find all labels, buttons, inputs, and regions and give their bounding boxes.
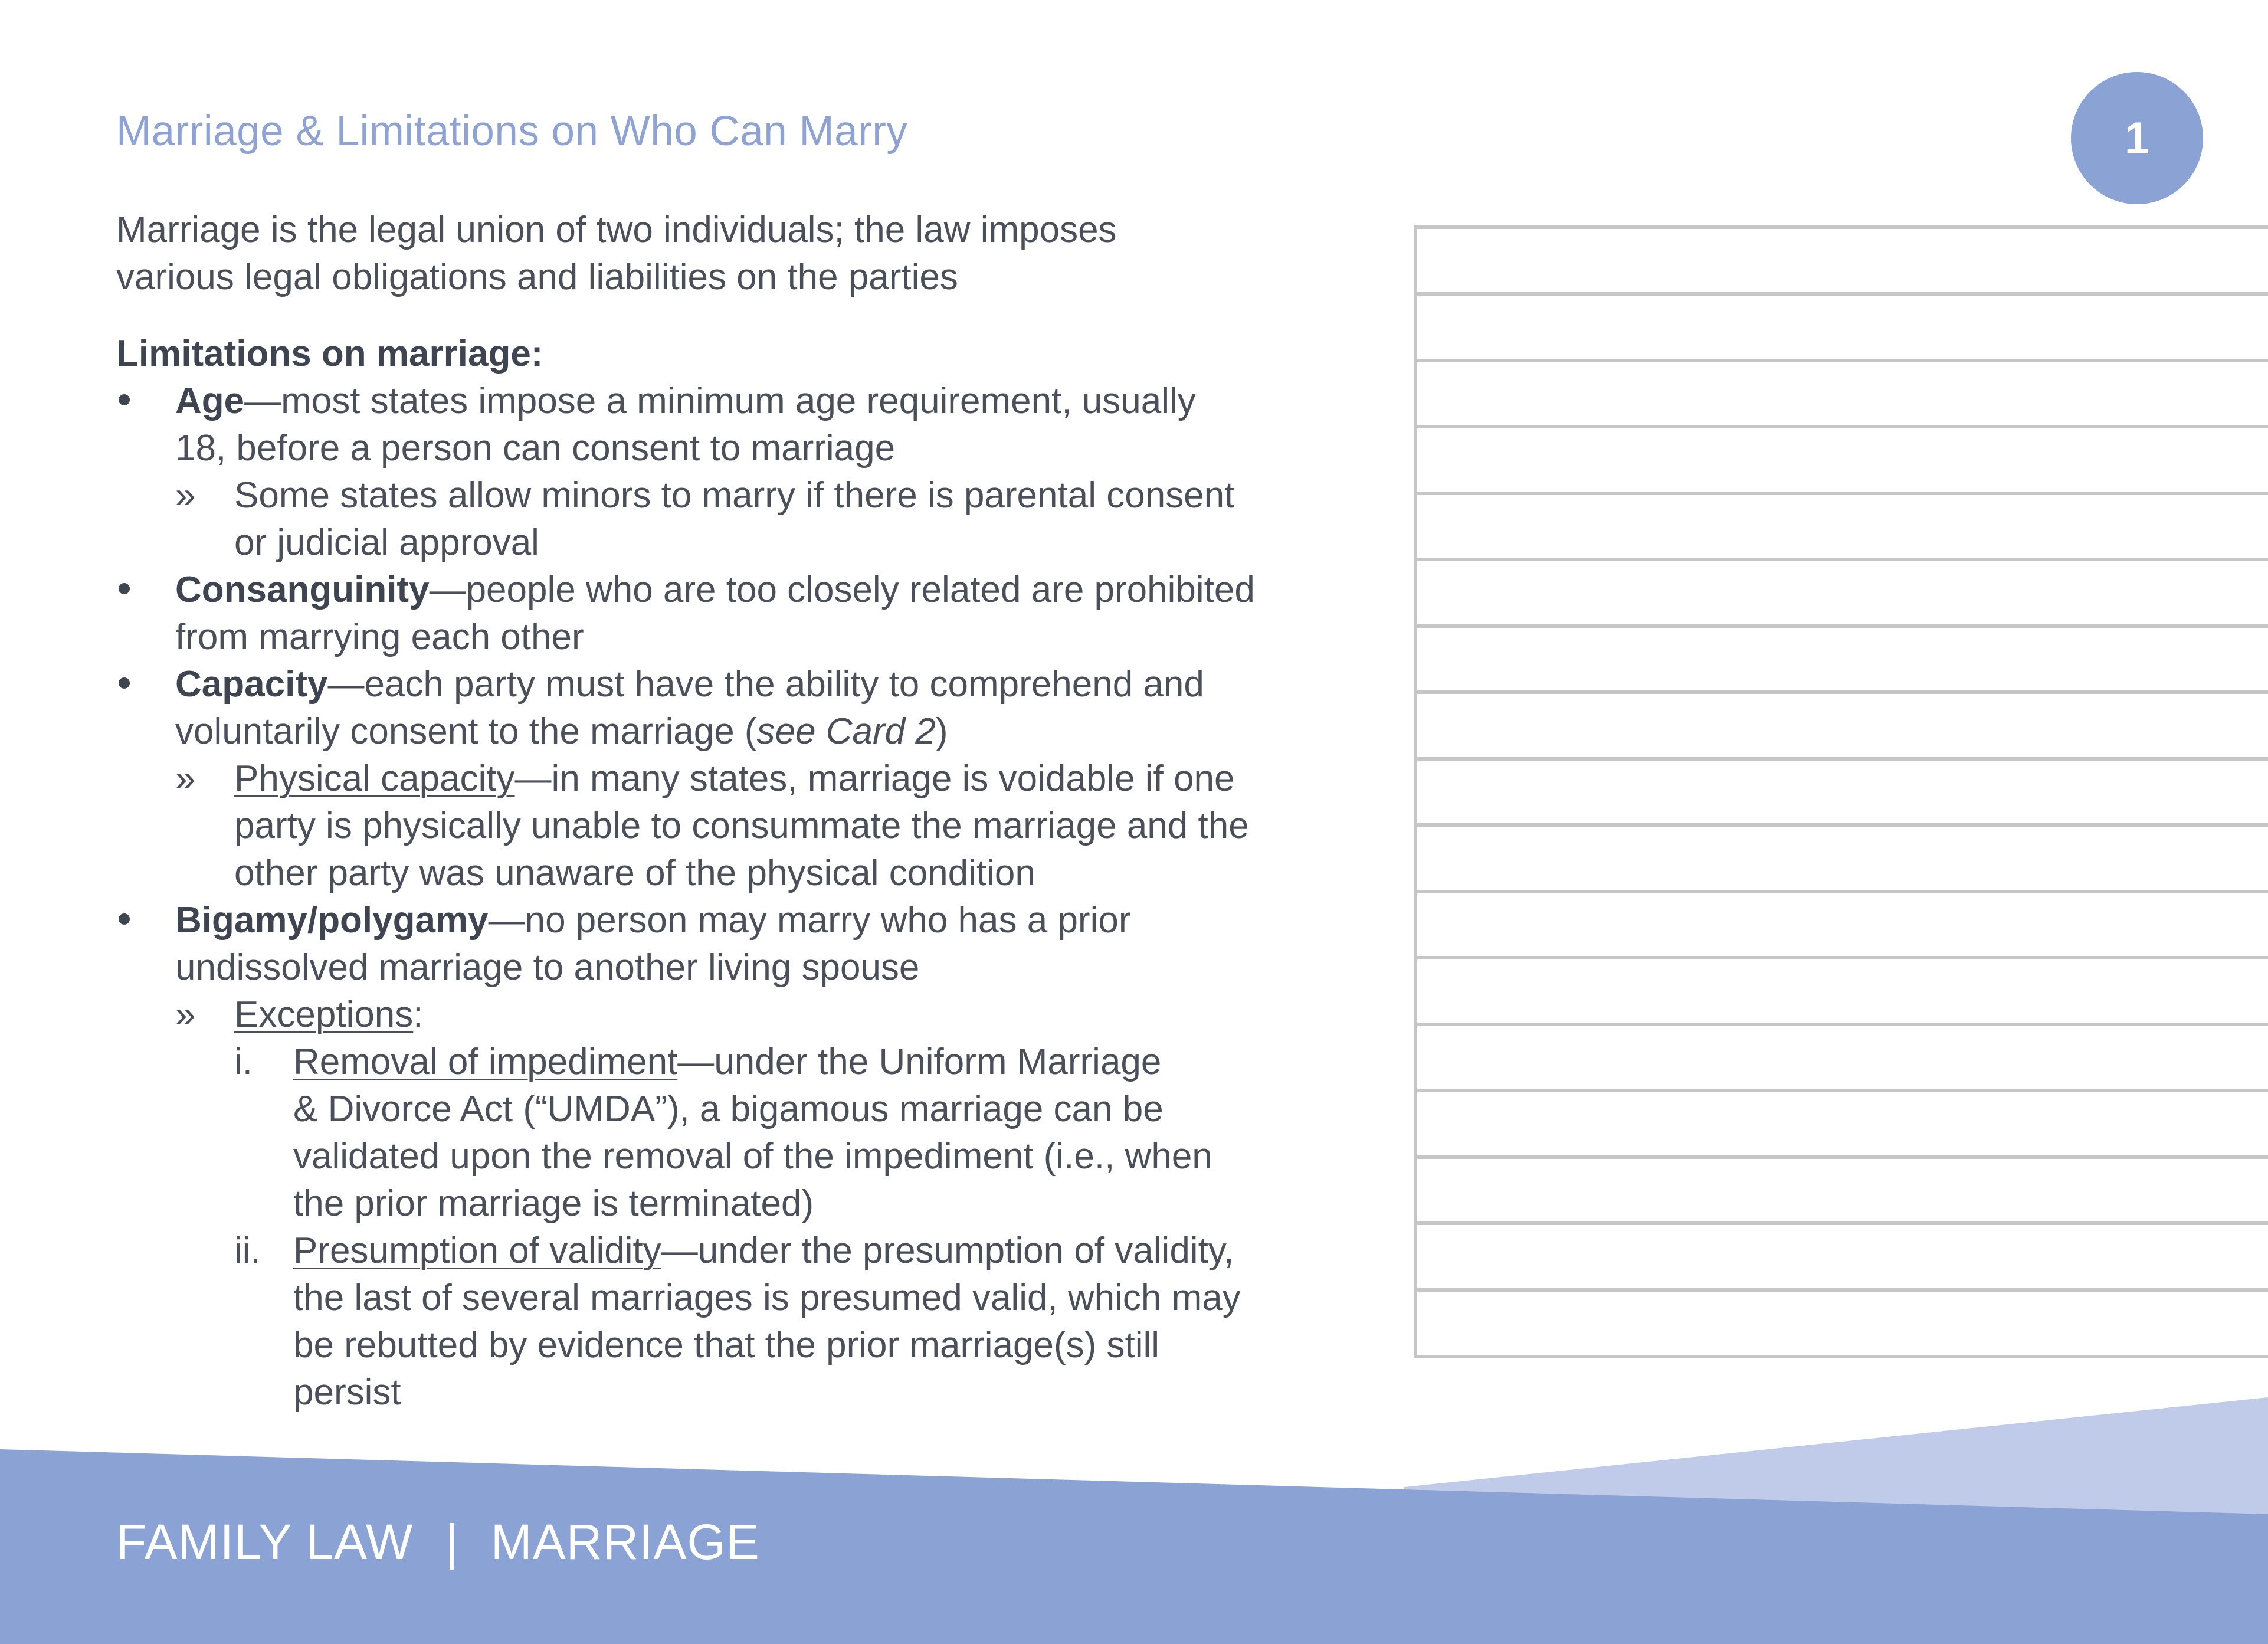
ruled-line [1417,1155,2268,1159]
card-content [116,207,1385,1416]
list-item-consanguinity [116,566,1385,661]
ruled-line [1417,890,2268,893]
exceptions-list [234,1039,1385,1416]
exception-line-1: —under the presumption of validity, [661,1230,1234,1271]
consanguinity-text-line-1: —people who are too closely related are prohibited [429,569,1255,610]
exception-line-3: be rebutted by evidence that the prior marriage(s) still [293,1325,1160,1365]
list-item-age [116,378,1385,566]
exception-item [234,1039,1385,1227]
bullet-dot-icon [116,897,152,944]
ruled-line [1417,1023,2268,1026]
term-presumption-of-validity: Presumption of validity [293,1230,661,1271]
footer-separator: | [445,1514,459,1570]
exception-line-4: persist [293,1372,401,1413]
ruled-line [1417,1355,2268,1358]
double-chevron-icon: » [175,994,196,1035]
exception-line-1: —under the Uniform Marriage [677,1042,1162,1082]
term-exceptions: Exceptions [234,994,414,1035]
intro-paragraph [116,207,1385,301]
ruled-line [1417,624,2268,628]
capacity-text-line-2b: ) [935,711,948,752]
ruled-line [1417,558,2268,561]
bigamy-text-line-1: —no person may marry who has a prior [488,900,1131,941]
age-text-line-2: 18, before a person can consent to marriage [175,428,896,469]
bullet-dot-icon [116,378,152,425]
exception-line-3: validated upon the removal of the impediment (i.e., when [293,1136,1212,1177]
capacity-text-line-1: —each party must have the ability to comprehend and [327,664,1204,705]
limitations-list [116,378,1385,1416]
consanguinity-text-line-2: from marrying each other [175,617,584,657]
bigamy-text-line-2: undissolved marriage to another living spouse [175,947,920,988]
intro-line-1: Marriage is the legal union of two individuals; the law imposes [116,209,1117,250]
term-bigamy: Bigamy/polygamy [175,900,489,941]
footer-subject: FAMILY LAW [116,1514,414,1570]
exception-line-2: the last of several marriages is presumed valid, which may [293,1278,1241,1318]
age-sub-item [175,472,1385,566]
age-text-line-1: —most states impose a minimum age requirement, usually [244,381,1196,421]
capacity-sub-line-3: other party was unaware of the physical condition [234,853,1035,893]
card-title: Marriage & Limitations on Who Can Marry [116,108,908,155]
ruled-line [1417,1089,2268,1092]
double-chevron-icon: » [175,758,196,799]
ruled-line [1417,425,2268,428]
ruled-line [1417,690,2268,694]
ruled-line [1417,492,2268,495]
ruled-line [1417,1221,2268,1225]
ruled-line [1417,292,2268,296]
ruled-line [1417,757,2268,761]
age-sub-line-1: Some states allow minors to marry if there is parental consent [234,475,1235,516]
ruled-line [1417,1288,2268,1292]
exception-line-4: the prior marriage is terminated) [293,1183,814,1224]
bullet-dot-icon [116,661,152,708]
capacity-text-line-2a: voluntarily consent to the marriage ( [175,711,757,752]
ruled-line [1417,359,2268,362]
card-number-badge: 1 [2071,72,2203,204]
intro-line-2: various legal obligations and liabilities on the parties [116,257,958,297]
card-reference: see Card 2 [756,711,936,752]
term-physical-capacity: Physical capacity [234,758,515,799]
capacity-sub-line-2: party is physically unable to consummate the marriage and the [234,805,1249,846]
age-sub-line-2: or judicial approval [234,522,539,563]
capacity-sub-line-1: —in many states, marriage is voidable if one [514,758,1235,799]
exception-item [234,1227,1385,1416]
bullet-dot-icon [116,566,152,614]
list-item-capacity [116,661,1385,897]
exception-line-2: & Divorce Act (“UMDA”), a bigamous marriage can be [293,1089,1164,1129]
footer-topic: MARRIAGE [490,1514,760,1570]
notes-ruled-area[interactable] [1414,225,2268,1358]
bigamy-sub-item [175,991,1385,1416]
roman-marker: i. [234,1042,253,1082]
footer-label [116,1514,760,1571]
list-item-bigamy [116,897,1385,1416]
exceptions-colon: : [413,994,424,1035]
roman-marker: ii. [234,1230,261,1271]
ruled-line [1417,823,2268,827]
capacity-sub-item [175,755,1385,897]
double-chevron-icon: » [175,475,196,516]
term-capacity: Capacity [175,664,328,705]
term-age: Age [175,381,245,421]
term-removal-of-impediment: Removal of impediment [293,1042,678,1082]
ruled-line [1417,956,2268,959]
term-consanguinity: Consanguinity [175,569,430,610]
limitations-heading: Limitations on marriage: [116,333,543,374]
